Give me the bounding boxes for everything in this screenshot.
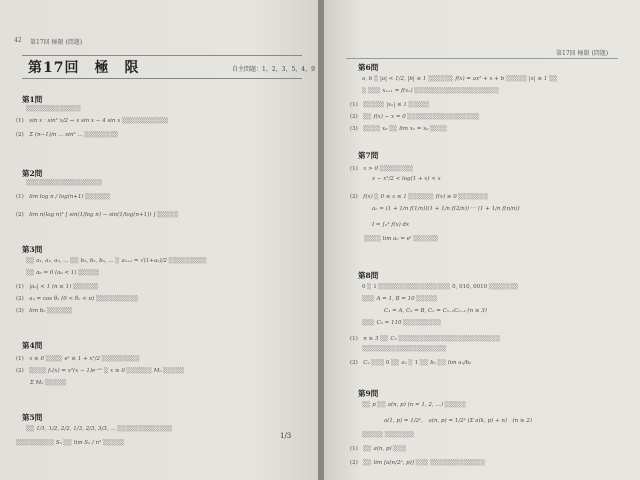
question-3-part-2: (2) aₙ = cos θₙ (0 < θₙ < π) ░░░░░░░░░░ bbox=[16, 296, 139, 302]
question-8-seq: C₁ = A, C₂ = B, Cₙ = Cₙ₋₁Cₙ₋₂ (n ≥ 3) bbox=[384, 308, 487, 314]
question-8-text-1: 0 ░ 1 ░░░░░░░░░░░░░░░░░ 0, 010, 0010 ░░░░░░░ bbox=[362, 284, 519, 290]
question-6-text-1: a, b ░ |a| < 1/2, |b| ≤ 1 ░░░░░░ f(x) = ax² + x + b ░░░░░ |x| ≤ 1 ░░ bbox=[362, 76, 558, 82]
chapter-note: 自主問題：1，2，3，5，4，9 bbox=[232, 66, 315, 73]
question-6-part-3: (3) ░░░░ x₀ ░░ lim xₙ = x₀ ░░░░ bbox=[350, 126, 448, 132]
question-3-text-2: ░░ a₀ = 0 (a₀ < 1) ░░░░░ bbox=[26, 270, 100, 276]
question-8-text-3: ░░░ C₃ = 110 ░░░░░░░░░ bbox=[362, 320, 442, 326]
right-page bbox=[324, 0, 640, 480]
question-1-part-1: (1) sin x · sin² x/2 → x sin x − 4 sin x ░░░░░░░░░░░ bbox=[16, 118, 169, 124]
question-9-text-1: ░░ p ░░ a(n, p) (n = 1, 2, …) ░░░░░ bbox=[362, 402, 466, 408]
question-8-part-2: (2) Cₙ ░░░ 0 ░░ aₙ ░ 1 ░░ bₙ ░░ lim aₙ/bₙ bbox=[350, 360, 472, 366]
question-4-heading: 第4問 bbox=[22, 341, 43, 350]
question-7-product: aₙ = (1 + 1/n f(1/n))(1 + 1/n f(2/n)) ··· (1 + 1/n f(n/n)) bbox=[372, 206, 520, 212]
question-1-heading: 第1問 bbox=[22, 95, 43, 104]
left-page bbox=[0, 0, 318, 480]
question-6-text-2: ░ ░░░ xₙ₊₁ = f(xₙ) ░░░░░░░░░░░░░░░░░░░░ bbox=[362, 88, 499, 94]
question-2-heading: 第2問 bbox=[22, 169, 43, 178]
question-9-part-2: (2) ░░ lim [a(n/2ᵖ, p)] ░░░ ░░░░░░░░░░░░░ bbox=[350, 460, 486, 466]
question-4-part-2: (2) ░░░░ fₙ(x) = x²(x − 1)e⁻ⁿˣ ░ x ≥ 0 ░░░░░░ Mₙ ░░░░░ bbox=[16, 368, 185, 374]
question-9-def: a(1, p) = 1/2ᵖ, a(n, p) = 1/2ᵖ (Σ a(k, p) + n) (n ≥ 2) bbox=[384, 418, 532, 424]
question-5-heading: 第5問 bbox=[22, 413, 43, 422]
question-6-part-2: (2) ░░ f(x) − x = 0 ░░░░░░░░░░░░░░░░░ bbox=[350, 114, 480, 120]
running-header-left: 第17回 極限 (問題) bbox=[30, 39, 83, 46]
question-3-text-1: ░░ a₁, a₂, a₃, … ░░ b₁, b₂, b₃, … ░ aₙ₊₁ = √(1+aₙ)/2 ░░░░░░░░░ bbox=[26, 258, 207, 264]
question-7-part-2: (2) f(x) ░ 0 ≤ x ≤ 1 ░░░░░░ f(x) ≥ 0 ░░░░░░░ bbox=[350, 194, 489, 200]
question-7-integral: I = ∫₀¹ f(x) dx bbox=[372, 222, 410, 228]
question-3-heading: 第3問 bbox=[22, 245, 43, 254]
question-7-limit: ░░░░ lim aₙ = eᴵ ░░░░░░ bbox=[364, 236, 439, 242]
question-4-sum: Σ Mₙ ░░░░░ bbox=[30, 380, 67, 386]
question-6-heading: 第6問 bbox=[358, 63, 379, 72]
question-9-heading: 第9問 bbox=[358, 389, 379, 398]
question-1-text: ░░░░░░░░░░░░░ bbox=[26, 106, 81, 112]
question-7-part-1: (1) x > 0 ░░░░░░░░ bbox=[350, 166, 414, 172]
question-8-text-4: ░░░░░░░░░░░░░░░░░░░░ bbox=[362, 346, 447, 352]
question-1-part-2: (2) Σ (n−1)/n … sin² … ░░░░░░░░ bbox=[16, 132, 119, 138]
question-7-ineq: x − x²/2 < log(1 + x) < x bbox=[372, 176, 441, 182]
question-7-heading: 第7問 bbox=[358, 151, 379, 160]
question-5-text-2: ░░░░░░░░░ Sₙ ░░ lim Sₙ / n² ░░░░░ bbox=[16, 440, 125, 446]
question-5-fraction: 1/3 bbox=[280, 432, 292, 440]
chapter-title: 第17回 極 限 bbox=[28, 60, 140, 76]
question-2-part-1: (1) lim log n / log(n+1) ░░░░░░ bbox=[16, 194, 111, 200]
page-number: 42 bbox=[14, 37, 22, 44]
question-2-part-2: (2) lim n(log n)² [ sin(1/log n) − sin(1/log(n+1)) ] ░░░░░ bbox=[16, 212, 179, 218]
question-8-text-2: ░░░ A = 1, B = 10 ░░░░░ bbox=[362, 296, 438, 302]
question-2-text: ░░░░░░░░░░░░░░░░░░ bbox=[26, 180, 103, 186]
question-4-part-1: (1) x ≥ 0 ░░░░ eˣ ≥ 1 + x²/2 ░░░░░░░░░ bbox=[16, 356, 140, 362]
question-5-text-1: ░░ 1/1, 1/2, 2/2, 1/3, 2/3, 3/3, … ░░░░░░░░░░░░░ bbox=[26, 426, 173, 432]
question-6-part-1: (1) ░░░░░ |xₙ| ≤ 1 ░░░░░ bbox=[350, 102, 430, 108]
running-header-right: 第17回 極限 (問題) bbox=[556, 50, 609, 57]
header-rule bbox=[346, 58, 618, 59]
question-9-text-2: ░░░░░ ░░░░░░░ bbox=[362, 432, 415, 438]
question-8-part-1: (1) n ≥ 3 ░░ Cₙ ░░░░░░░░░░░░░░░░░░░░░░░░ bbox=[350, 336, 501, 342]
question-3-part-3: (3) lim bₙ ░░░░░░ bbox=[16, 308, 73, 314]
question-3-part-1: (1) |aₙ| < 1 (n ≥ 1) ░░░░░░ bbox=[16, 284, 99, 290]
question-9-part-1: (1) ░░ a(n, p) ░░░ bbox=[350, 446, 407, 452]
question-8-heading: 第8問 bbox=[358, 271, 379, 280]
